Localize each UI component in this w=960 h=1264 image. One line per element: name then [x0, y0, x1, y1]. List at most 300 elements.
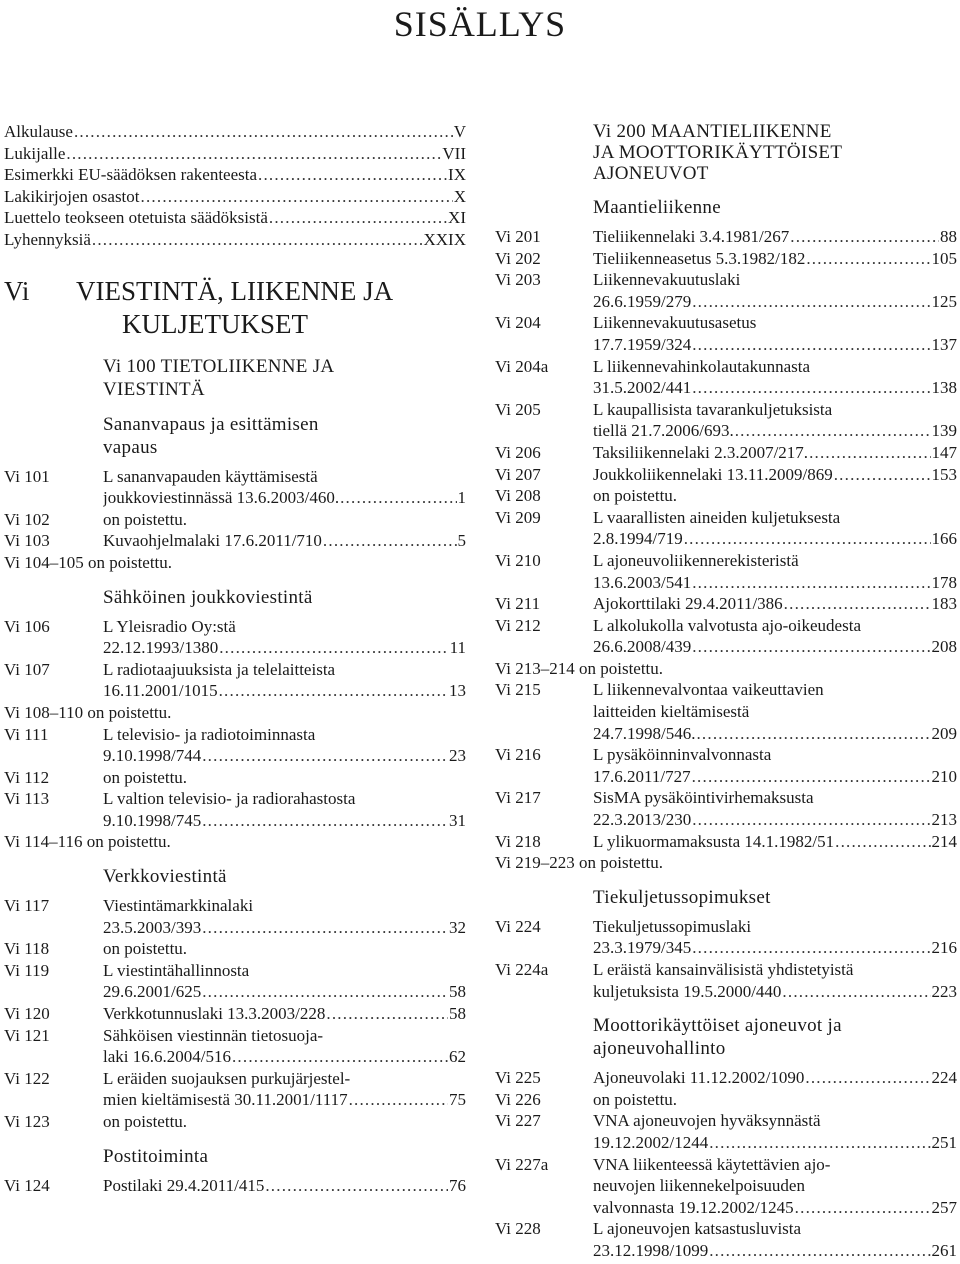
front-matter-item — [4, 143, 466, 165]
dot-leader — [692, 809, 930, 831]
entry-number: Vi 206 — [495, 442, 541, 462]
right-groups — [495, 196, 957, 1262]
page-number: 31 — [449, 810, 466, 830]
page-number: 58 — [449, 1004, 466, 1024]
toc-entry — [495, 442, 957, 464]
entry-number: Vi 106 — [4, 616, 50, 636]
group-heading — [495, 196, 957, 219]
entry-last-line — [103, 1089, 466, 1111]
group-heading-line: Sähköinen joukkoviestintä — [103, 586, 313, 608]
entry-last-line — [593, 981, 957, 1003]
entry-number: Vi 224 — [495, 916, 541, 936]
dot-leader — [74, 121, 453, 143]
entry-number: Vi 226 — [495, 1089, 541, 1109]
toc-entry — [495, 464, 957, 486]
entry-number: Vi 209 — [495, 507, 541, 527]
toc-entry — [4, 530, 466, 552]
entry-title: 17.6.2011/727 — [593, 766, 691, 786]
dot-leader — [326, 1003, 448, 1025]
toc-entry — [495, 744, 957, 787]
entry-number: Vi 123 — [4, 1112, 50, 1131]
entry-text-line: L televisio- ja radiotoiminnasta — [103, 724, 316, 744]
section-title-line2: JA MOOTTORIKÄYTTÖISET — [593, 142, 843, 163]
toc-entry — [495, 550, 957, 593]
entry-text-line: L eräistä kansainvälisistä yhdistetyistä — [593, 960, 854, 979]
front-matter-item — [4, 164, 466, 186]
entry-title: valvonnasta 19.12.2002/1245 — [593, 1197, 794, 1217]
entry-title: Ajoneuvolaki 11.12.2002/1090 — [593, 1068, 805, 1088]
entry-last-line — [103, 1003, 466, 1025]
toc-entry — [495, 1154, 957, 1219]
dot-leader — [349, 1089, 448, 1111]
page-number: 257 — [931, 1197, 957, 1217]
entry-body — [593, 916, 957, 959]
group-heading-line: Maantieliikenne — [593, 197, 721, 218]
section-heading-vi100 — [4, 355, 466, 401]
entry-title: mien kieltämisestä 30.11.2001/1117 — [103, 1090, 348, 1110]
entry-number: Vi 203 — [495, 270, 541, 290]
toc-entry — [4, 788, 466, 831]
dot-leader — [735, 420, 931, 442]
toc-entry — [495, 248, 957, 270]
toc-entry — [495, 593, 957, 615]
toc-entry — [495, 485, 957, 507]
entry-last-line — [103, 1175, 466, 1197]
entry-number: Vi 208 — [495, 486, 541, 506]
page-number: IX — [448, 165, 466, 185]
entry-title: Ajokorttilaki 29.4.2011/386 — [593, 594, 783, 614]
dot-leader — [323, 530, 457, 552]
toc-entry — [4, 659, 466, 702]
page-title: SISÄLLYS — [393, 4, 567, 44]
entry-body — [103, 466, 466, 509]
entry-body — [593, 248, 957, 270]
entry-text-line: neuvojen liikennekelpoisuuden — [593, 1176, 805, 1196]
entry-text-line: Liikennevakuutuslaki — [593, 270, 741, 290]
entry-text: on poistettu. — [593, 1089, 678, 1109]
dot-leader — [258, 164, 447, 186]
toc-entry — [495, 312, 957, 355]
entry-last-line — [593, 766, 957, 788]
dot-leader — [269, 207, 447, 229]
entry-body — [593, 593, 957, 615]
dot-leader — [692, 291, 930, 313]
entry-title: Luettelo teokseen otetuista säädöksistä — [4, 208, 268, 228]
entry-title: 2.8.1994/719 — [593, 529, 683, 549]
toc-entry — [495, 787, 957, 830]
entry-title: Esimerkki EU-säädöksen rakenteesta — [4, 165, 258, 185]
entry-title: 31.5.2002/441 — [593, 378, 692, 398]
entry-body — [103, 659, 466, 702]
page-number: 138 — [931, 378, 957, 398]
entry-title: 9.10.1998/744 — [103, 746, 202, 766]
entry-last-line — [103, 637, 466, 659]
entry-body — [103, 1068, 466, 1111]
entry-title: Tieliikenneasetus 5.3.1982/182 — [593, 248, 806, 268]
toc-entry — [495, 356, 957, 399]
entry-number: Vi 207 — [495, 464, 541, 484]
entry-last-line — [103, 530, 466, 552]
dot-leader — [219, 680, 448, 702]
toc-entry-removed: Vi 213–214 on poistettu. — [495, 658, 664, 678]
entry-number: Vi 111 — [4, 724, 49, 744]
entry-text: on poistettu. — [103, 509, 188, 529]
entry-text-line: VNA ajoneuvojen hyväksynnästä — [593, 1111, 821, 1131]
entry-title: 22.3.2013/230 — [593, 810, 692, 830]
group-heading — [4, 586, 466, 609]
entry-body — [593, 356, 957, 399]
entry-last-line — [593, 1132, 957, 1154]
toc-entry-removed: Vi 114–116 on poistettu. — [4, 832, 171, 852]
page-number: 223 — [931, 981, 957, 1001]
page-number: 23 — [449, 746, 466, 766]
page-number: 261 — [931, 1240, 957, 1260]
entry-text-line: L liikennevahinkolautakunnasta — [593, 356, 810, 376]
entry-text-line: Liikennevakuutusasetus — [593, 313, 757, 333]
dot-leader — [340, 487, 456, 509]
entry-body — [593, 1110, 957, 1153]
dot-leader — [835, 831, 930, 853]
front-matter-list — [4, 121, 466, 251]
toc-entry — [4, 767, 466, 789]
entry-title: 9.10.1998/745 — [103, 810, 202, 830]
entry-text: on poistettu. — [103, 1112, 188, 1131]
dot-leader — [219, 637, 448, 659]
entry-number: Vi 225 — [495, 1068, 541, 1088]
dot-leader — [692, 636, 930, 658]
page-number: 166 — [931, 529, 957, 549]
entry-body — [593, 679, 957, 744]
entry-body — [593, 399, 957, 442]
toc-entry — [495, 959, 957, 1002]
entry-number: Vi 227a — [495, 1154, 549, 1174]
toc-entry — [4, 616, 466, 659]
entry-title: 13.6.2003/541 — [593, 572, 692, 592]
entry-number: Vi 212 — [495, 615, 541, 635]
entry-number: Vi 211 — [495, 594, 541, 614]
entry-text-line: L Yleisradio Oy:stä — [103, 616, 236, 636]
entry-last-line — [593, 442, 957, 464]
dot-leader — [692, 377, 930, 399]
entry-number: Vi 216 — [495, 745, 541, 765]
entry-last-line — [103, 981, 466, 1003]
entry-title: Lyhennyksiä — [4, 229, 91, 249]
entry-number: Vi 201 — [495, 227, 541, 246]
toc-entry — [4, 509, 466, 531]
entry-last-line — [593, 248, 957, 270]
entry-body — [593, 1218, 957, 1261]
entry-body — [103, 724, 466, 767]
entry-number: Vi 215 — [495, 680, 541, 700]
entry-body — [103, 1003, 466, 1025]
entry-number: Vi 121 — [4, 1025, 50, 1045]
page-number: 209 — [931, 723, 957, 743]
entry-title: 19.12.2002/1244 — [593, 1132, 709, 1152]
entry-text-line: L valtion televisio- ja radiorahastosta — [103, 789, 356, 809]
page-number: 213 — [931, 810, 957, 830]
section-heading-vi200 — [495, 121, 957, 184]
entry-text-line: L pysäköinninvalvonnasta — [593, 745, 772, 765]
dot-leader — [692, 766, 931, 788]
toc-entry — [4, 1068, 466, 1111]
toc-entry — [495, 1218, 957, 1261]
page-number: VII — [442, 143, 466, 163]
entry-last-line — [593, 420, 957, 442]
section-title-line1: Vi 200 MAANTIELIIKENNE — [593, 121, 832, 142]
toc-entry — [495, 1110, 957, 1153]
dot-leader — [202, 745, 448, 767]
page-number: 76 — [449, 1175, 466, 1195]
entry-body — [593, 464, 957, 486]
page-number: 5 — [457, 531, 466, 551]
front-matter-item — [4, 207, 466, 229]
entry-number: Vi 117 — [4, 896, 50, 916]
section-title-line3: AJONEUVOT — [593, 163, 709, 184]
entry-text-line: L viestintähallinnosta — [103, 960, 250, 980]
page-number: 183 — [931, 594, 957, 614]
entry-title: 22.12.1993/1380 — [103, 638, 219, 658]
group-heading-line: Sananvapaus ja esittämisen — [103, 413, 319, 435]
group-heading — [4, 865, 466, 888]
part-number: Vi — [4, 275, 30, 306]
entry-last-line — [103, 487, 466, 509]
entry-body — [593, 269, 957, 312]
dot-leader — [790, 226, 939, 248]
toc-entry — [4, 724, 466, 767]
part-title-line1: VIESTINTÄ, LIIKENNE JA — [76, 275, 394, 306]
entry-body — [103, 1025, 466, 1068]
entry-title: 26.6.2008/439 — [593, 637, 692, 657]
entry-body — [593, 1154, 957, 1219]
toc-entry — [4, 938, 466, 960]
entry-title: Alkulause — [4, 122, 73, 141]
entry-body — [593, 744, 957, 787]
group-heading-line: Tiekuljetussopimukset — [593, 886, 771, 908]
toc-entry-removed: Vi 219–223 on poistettu. — [495, 853, 664, 873]
entry-body — [593, 507, 957, 550]
entry-body — [593, 615, 957, 658]
dot-leader — [202, 981, 448, 1003]
entry-title: laki 16.6.2004/516 — [103, 1047, 231, 1067]
toc-entry — [4, 1175, 466, 1197]
entry-text-line: L vaarallisten aineiden kuljetuksesta — [593, 507, 841, 527]
section-title-line2: VIESTINTÄ — [103, 378, 205, 400]
toc-entry-removed: Vi 108–110 on poistettu. — [4, 702, 172, 722]
entry-number: Vi 218 — [495, 831, 541, 851]
entry-title: 23.5.2003/393 — [103, 917, 202, 937]
entry-last-line — [593, 1197, 957, 1219]
entry-text-line: VNA liikenteessä käytettävien ajo- — [593, 1154, 831, 1174]
entry-body — [103, 1175, 466, 1197]
group-heading — [4, 413, 466, 459]
entry-number: Vi 113 — [4, 789, 50, 809]
entry-number: Vi 124 — [4, 1175, 50, 1195]
entry-body — [103, 788, 466, 831]
entry-number: Vi 103 — [4, 531, 50, 551]
entry-text-line: SisMA pysäköintivirhemaksusta — [593, 788, 814, 808]
front-matter-item — [4, 121, 466, 143]
entry-title: 24.7.1998/546. — [593, 723, 696, 743]
entry-title: Taksiliikennelaki 2.3.2007/217. — [593, 442, 809, 462]
entry-number: Vi 107 — [4, 659, 50, 679]
entry-text: on poistettu. — [103, 939, 188, 959]
toc-entry — [4, 960, 466, 1003]
dot-leader — [684, 528, 931, 550]
dot-leader — [202, 810, 448, 832]
entry-body — [103, 616, 466, 659]
page-number: 13 — [449, 681, 466, 701]
entry-text: on poistettu. — [103, 767, 188, 787]
toc-entry — [4, 1111, 466, 1133]
toc-entry — [495, 679, 957, 744]
dot-leader — [806, 248, 930, 270]
entry-number: Vi 228 — [495, 1219, 541, 1239]
page-number: 75 — [449, 1090, 466, 1110]
entry-last-line — [593, 226, 957, 248]
dot-leader — [805, 1067, 930, 1089]
entry-text-line: L eräiden suojauksen purkujärjestel- — [103, 1068, 351, 1088]
page-number: 214 — [931, 831, 957, 851]
entry-last-line — [593, 937, 957, 959]
page-number: 137 — [931, 334, 957, 354]
entry-text: on poistettu. — [593, 486, 678, 506]
dot-leader — [232, 1046, 448, 1068]
entry-title: Joukkoliikennelaki 13.11.2009/869 — [593, 464, 833, 484]
dot-leader — [141, 186, 453, 208]
entry-last-line — [593, 464, 957, 486]
entry-last-line — [593, 528, 957, 550]
entry-number: Vi 119 — [4, 960, 50, 980]
page-number: XI — [448, 208, 466, 228]
page-number: 178 — [931, 572, 957, 592]
entry-title: kuljetuksista 19.5.2000/440 — [593, 981, 782, 1001]
entry-text-line: L sananvapauden käyttämisestä — [103, 466, 318, 486]
entry-title: 23.12.1998/1099 — [593, 1240, 709, 1260]
right-column — [495, 121, 957, 1262]
entry-last-line — [103, 917, 466, 939]
dot-leader — [809, 442, 930, 464]
entry-text-line: laitteiden kieltämisestä — [593, 702, 750, 722]
group-heading — [495, 1014, 957, 1060]
entry-last-line — [593, 723, 957, 745]
dot-leader — [696, 723, 930, 745]
group-heading-line: vapaus — [103, 436, 158, 458]
entry-text-line: Viestintämarkkinalaki — [103, 896, 254, 916]
page-number: 125 — [931, 291, 957, 311]
page-number: 224 — [931, 1068, 957, 1088]
entry-number: Vi 217 — [495, 788, 541, 808]
entry-number: Vi 202 — [495, 248, 541, 268]
entry-last-line — [593, 593, 957, 615]
dot-leader — [66, 143, 441, 165]
left-groups — [4, 413, 466, 1197]
page-number: 208 — [931, 637, 957, 657]
dot-leader — [692, 334, 930, 356]
toc-entry — [495, 615, 957, 658]
entry-last-line — [593, 809, 957, 831]
page-number: 251 — [931, 1132, 957, 1152]
dot-leader — [709, 1132, 930, 1154]
toc-entry — [495, 1067, 957, 1089]
entry-body — [593, 959, 957, 1002]
entry-number: Vi 122 — [4, 1068, 50, 1088]
entry-title: 29.6.2001/625 — [103, 982, 202, 1002]
entry-last-line — [103, 680, 466, 702]
entry-title: tiellä 21.7.2006/693. — [593, 421, 734, 441]
entry-body — [593, 1067, 957, 1089]
entry-last-line — [593, 831, 957, 853]
dot-leader — [784, 593, 931, 615]
page-number: 147 — [931, 442, 957, 462]
page-number: XXIX — [423, 229, 466, 249]
group-heading-line: Postitoiminta — [103, 1145, 209, 1167]
entry-last-line — [593, 636, 957, 658]
entry-body — [103, 960, 466, 1003]
dot-leader — [795, 1197, 931, 1219]
entry-number: Vi 204 — [495, 313, 541, 333]
toc-entry — [4, 466, 466, 509]
toc-entry — [495, 269, 957, 312]
page-number: 153 — [931, 464, 957, 484]
page-number: 11 — [449, 638, 466, 658]
entry-text-line: Tiekuljetussopimuslaki — [593, 916, 752, 936]
entry-text-line: L ajoneuvojen katsastusluvista — [593, 1219, 802, 1239]
entry-number: Vi 205 — [495, 399, 541, 419]
entry-text-line: L ajoneuvoliikennerekisteristä — [593, 550, 799, 570]
dot-leader — [709, 1240, 930, 1262]
dot-leader — [782, 981, 930, 1003]
entry-number: Vi 120 — [4, 1004, 50, 1024]
toc-entry — [495, 916, 957, 959]
entry-number: Vi 210 — [495, 550, 541, 570]
entry-title: Kuvaohjelmalaki 17.6.2011/710 — [103, 531, 322, 551]
page-number: 105 — [931, 248, 957, 268]
entry-title: 26.6.1959/279 — [593, 291, 692, 311]
toc-entry-removed: Vi 104–105 on poistettu. — [4, 552, 173, 572]
entry-number: Vi 112 — [4, 767, 50, 787]
entry-number: Vi 224a — [495, 960, 549, 979]
entry-last-line — [593, 1067, 957, 1089]
group-heading — [495, 886, 957, 909]
entry-title: Lakikirjojen osastot — [4, 186, 140, 206]
group-heading-line: Verkkoviestintä — [103, 866, 227, 888]
front-matter-item — [4, 229, 466, 251]
page-number: 32 — [449, 917, 466, 937]
entry-body — [593, 442, 957, 464]
entry-body — [593, 787, 957, 830]
entry-title: Tieliikennelaki 3.4.1981/267 — [593, 227, 790, 246]
dot-leader — [692, 572, 930, 594]
page-number: 139 — [931, 421, 957, 441]
entry-last-line — [103, 1046, 466, 1068]
entry-last-line — [103, 745, 466, 767]
entry-last-line — [593, 572, 957, 594]
entry-title: Lukijalle — [4, 143, 66, 163]
entry-number: Vi 102 — [4, 509, 50, 529]
entry-title: Postilaki 29.4.2011/415 — [103, 1175, 265, 1195]
entry-body — [593, 550, 957, 593]
entry-number: Vi 204a — [495, 356, 549, 376]
entry-text-line: L radiotaajuuksista ja telelaitteista — [103, 659, 336, 679]
entry-title: 17.7.1959/324 — [593, 334, 692, 354]
entry-title: L ylikuormamaksusta 14.1.1982/51 — [593, 831, 835, 851]
entry-title: 23.3.1979/345 — [593, 938, 692, 958]
entry-title: Verkkotunnuslaki 13.3.2003/228 — [103, 1004, 326, 1024]
entry-title: 16.11.2001/1015 — [103, 681, 218, 701]
toc-entry — [495, 226, 957, 248]
dot-leader — [834, 464, 931, 486]
entry-body — [103, 530, 466, 552]
